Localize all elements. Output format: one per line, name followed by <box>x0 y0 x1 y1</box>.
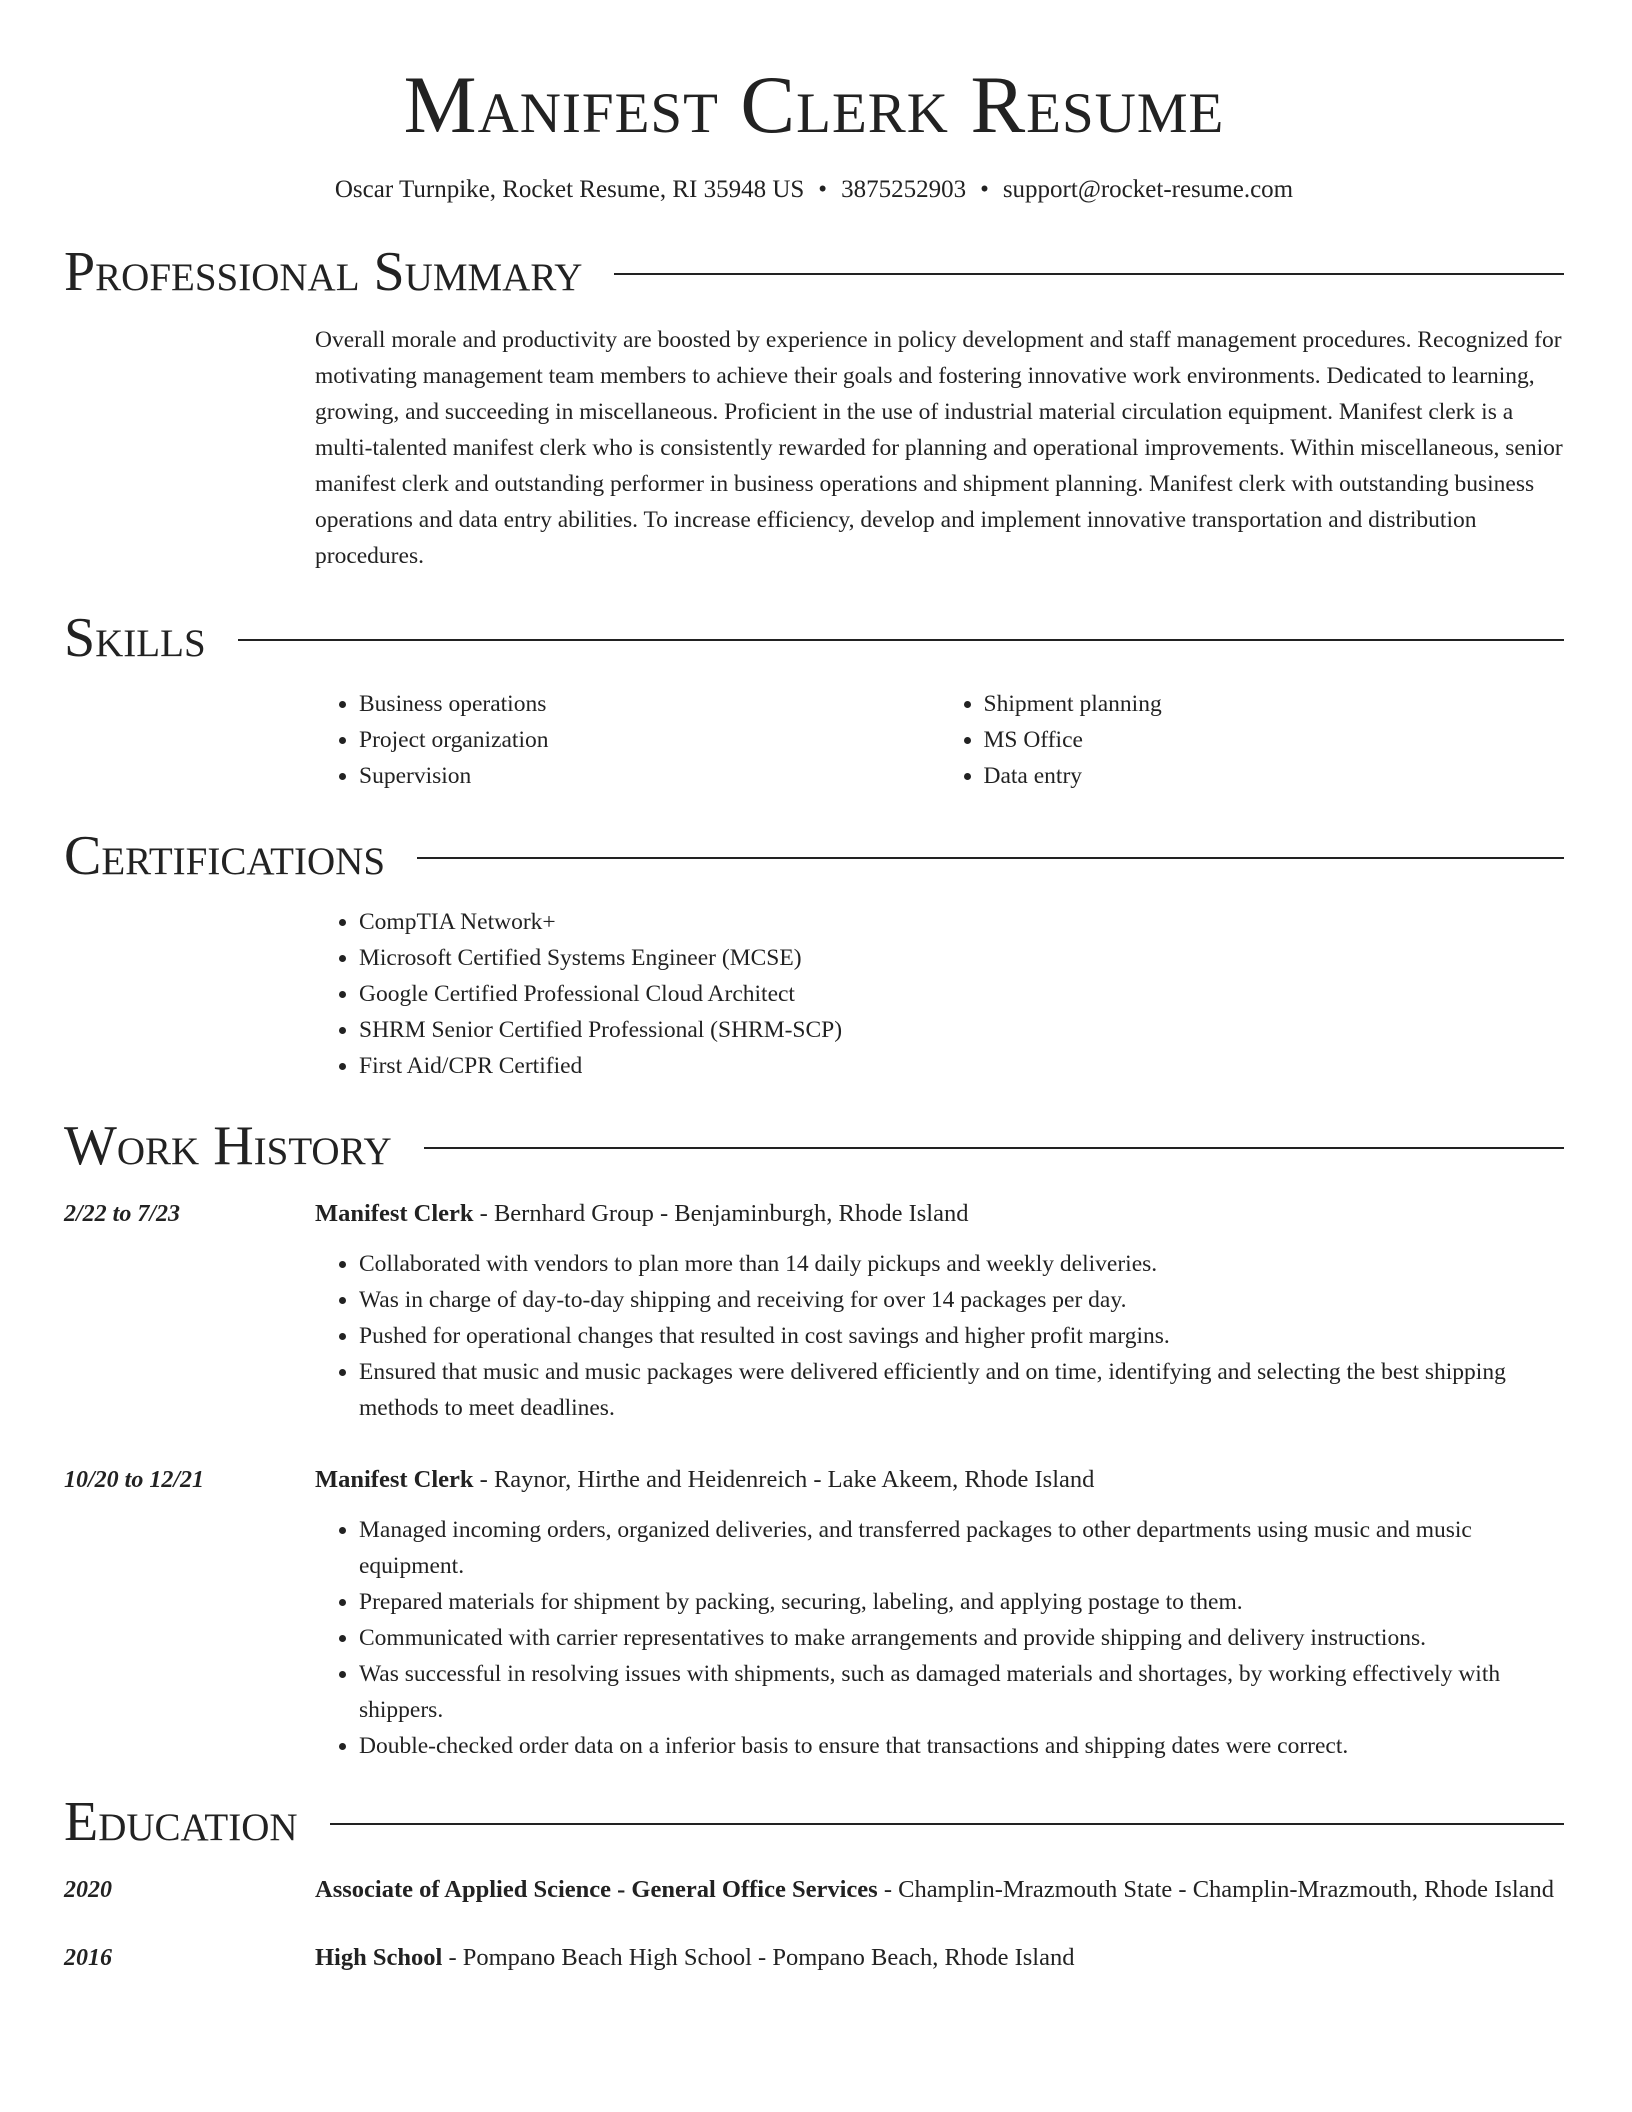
education-heading: Education <box>64 1791 298 1853</box>
education-year: 2020 <box>64 1877 112 1903</box>
skill-item: • Data entry <box>984 758 1565 794</box>
certifications-heading: Certifications <box>64 825 386 887</box>
skills-column-left <box>315 686 940 794</box>
skills-section-header <box>64 607 1564 669</box>
job-bullet: • Was successful in resolving issues with shipments, such as damaged materials and shortages, by working effectively with shippers. <box>359 1656 1564 1728</box>
certification-item: • Google Certified Professional Cloud Architect <box>359 976 1564 1012</box>
job-bullet: • Communicated with carrier representatives to make arrangements and provide shipping and delivery instructions. <box>359 1620 1564 1656</box>
education-year: 2016 <box>64 1945 112 1971</box>
contact-email[interactable]: support@rocket-resume.com <box>1002 176 1294 203</box>
job-bullet: • Double-checked order data on a inferior basis to ensure that transactions and shipping dates were correct. <box>359 1728 1564 1764</box>
summary-heading: Professional Summary <box>64 241 583 303</box>
work-dates: 2/22 to 7/23 <box>64 1201 181 1227</box>
skills-column-right <box>940 686 1565 794</box>
education-entry <box>64 1870 1564 1910</box>
school-details: - Pompano Beach High School - Pompano Beach, Rhode Island <box>442 1944 1075 1971</box>
job-bullets <box>315 1512 1564 1764</box>
work-entry <box>64 1194 1564 1426</box>
education-line <box>315 1938 1564 1978</box>
contact-address: Oscar Turnpike, Rocket Resume, RI 35948 US <box>334 176 805 203</box>
education-line <box>315 1870 1564 1910</box>
certifications-list <box>315 904 1564 1084</box>
school-details: - Champlin-Mrazmouth State - Champlin-Mrazmouth, Rhode Island <box>877 1876 1555 1903</box>
job-details: - Raynor, Hirthe and Heidenreich - Lake Akeem, Rhode Island <box>473 1466 1095 1493</box>
job-title: Manifest Clerk <box>315 1466 474 1493</box>
job-details: - Bernhard Group - Benjaminburgh, Rhode Island <box>473 1200 969 1227</box>
contact-separator: • <box>980 176 989 203</box>
section-divider <box>417 857 1564 859</box>
education-entry <box>64 1938 1564 1978</box>
certification-item: • SHRM Senior Certified Professional (SHRM-SCP) <box>359 1012 1564 1048</box>
job-bullet: • Collaborated with vendors to plan more than 14 daily pickups and weekly deliveries. <box>359 1246 1564 1282</box>
section-divider <box>424 1147 1564 1149</box>
skill-item: • Business operations <box>359 686 940 722</box>
skill-item: • Shipment planning <box>984 686 1565 722</box>
section-divider <box>238 639 1564 641</box>
job-bullet: • Was in charge of day-to-day shipping and receiving for over 14 packages per day. <box>359 1282 1564 1318</box>
skill-item: • MS Office <box>984 722 1565 758</box>
degree: Associate of Applied Science - General Office Services <box>315 1876 878 1903</box>
work-heading-line <box>315 1194 1564 1234</box>
job-bullet: • Ensured that music and music packages were delivered efficiently and on time, identifying and selecting the best shipping methods to meet deadlines. <box>359 1354 1564 1426</box>
resume-title: Manifest Clerk Resume <box>403 59 1225 150</box>
summary-section-header <box>64 241 1564 303</box>
work-heading-line <box>315 1460 1564 1500</box>
skill-item: • Supervision <box>359 758 940 794</box>
section-divider <box>330 1823 1564 1825</box>
work-dates: 10/20 to 12/21 <box>64 1467 205 1493</box>
contact-line <box>64 176 1564 204</box>
skills-heading: Skills <box>64 607 206 669</box>
contact-phone: 3875252903 <box>841 176 967 203</box>
work-entry <box>64 1460 1564 1764</box>
work-heading: Work History <box>64 1115 392 1177</box>
degree: High School <box>315 1944 443 1971</box>
work-section-header <box>64 1115 1564 1177</box>
job-bullet: • Prepared materials for shipment by packing, securing, labeling, and applying postage to them. <box>359 1584 1564 1620</box>
contact-separator: • <box>818 176 828 203</box>
summary-text: Overall morale and productivity are boosted by experience in policy development and staff management procedures. Recognized for motivating management team members to achieve their goals and fostering innovative work environments. Dedicated to learning, growing, and succeeding in miscellaneous. Proficient in the use of industrial material circulation equipment. Manifest clerk is a multi-talented manifest clerk who is consistently rewarded for planning and operational improvements. Within miscellaneous, senior manifest clerk and outstanding performer in business operations and shipment planning. Manifest clerk with outstanding business operations and data entry abilities. To increase efficiency, develop and implement innovative transportation and distribution procedures. <box>315 327 1563 569</box>
certification-item: • First Aid/CPR Certified <box>359 1048 1564 1084</box>
job-bullet: • Managed incoming orders, organized deliveries, and transferred packages to other departments using music and music equipment. <box>359 1512 1564 1584</box>
job-bullets <box>315 1246 1564 1426</box>
certifications-section-header <box>64 825 1564 887</box>
education-section-header <box>64 1791 1564 1853</box>
certification-item: • Microsoft Certified Systems Engineer (MCSE) <box>359 940 1564 976</box>
skill-item: • Project organization <box>359 722 940 758</box>
job-bullet: • Pushed for operational changes that resulted in cost savings and higher profit margins. <box>359 1318 1564 1354</box>
skills-list <box>315 686 1564 794</box>
job-title: Manifest Clerk <box>315 1200 474 1227</box>
section-divider <box>614 273 1564 275</box>
certification-item: • CompTIA Network+ <box>359 904 1564 940</box>
